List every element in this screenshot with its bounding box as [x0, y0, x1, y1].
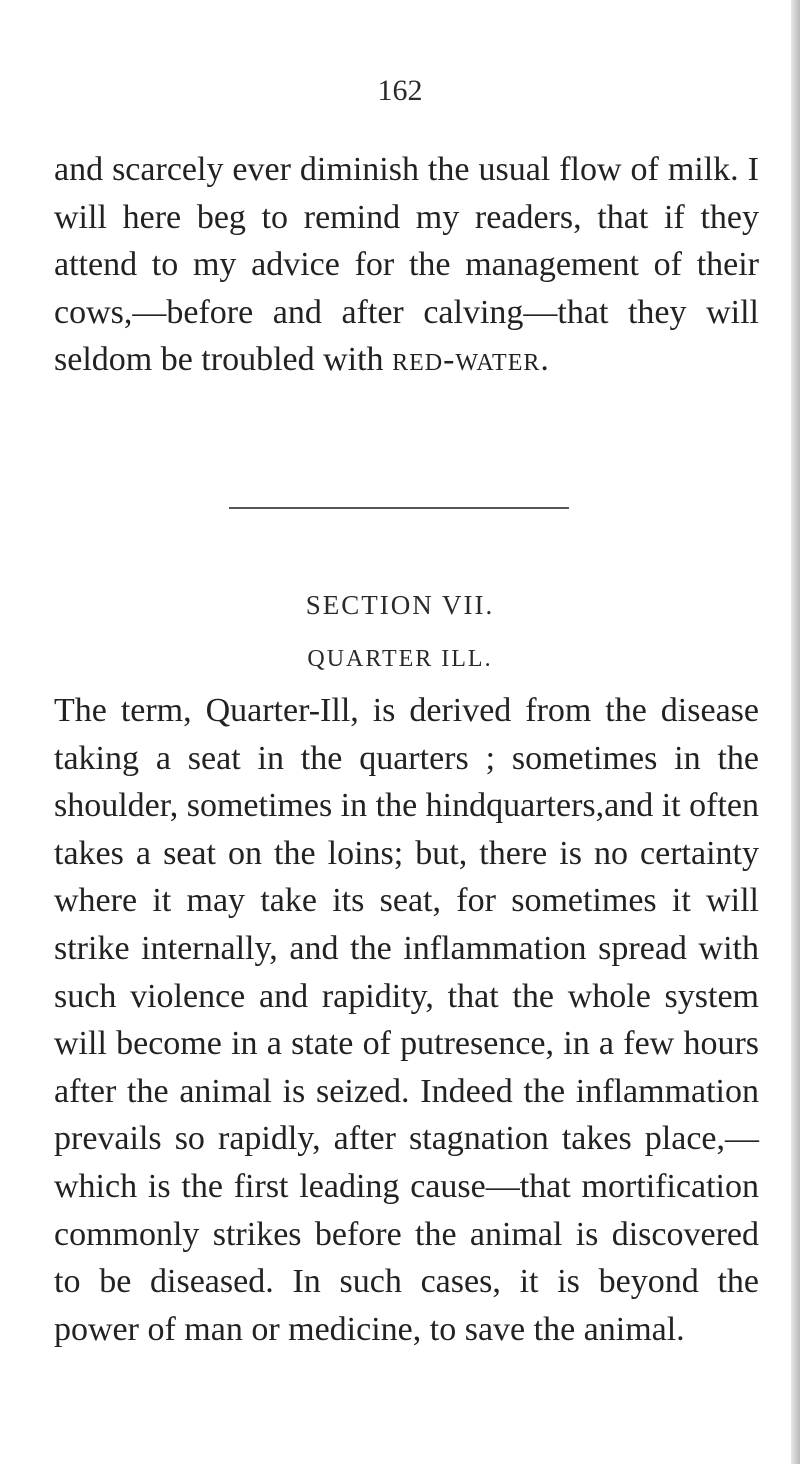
- section-heading: SECTION VII.: [305, 590, 495, 620]
- section-divider-rule: [229, 507, 569, 509]
- continued-paragraph-text: and scarcely ever diminish the usual flow of milk. I will here beg to remind my readers, that if they attend to my advice for the management of their cows,—before and after calving—that they will seldom be troubled with: [54, 151, 759, 379]
- section-body-paragraph: The term, Quarter-Ill, is derived from the disease taking a seat in the quarters ; sometimes in the shoulder, sometimes in the hindquarters,and it often takes a seat on the loins; but, there is no certainty where it may take its seat, for sometimes it will strike internally, and the inflammation spread with such violence and rapidity, that the whole system will become in a state of putresence, in a few hours after the animal is seized. Indeed the inflammation prevails so rapidly, after stagnation takes place,—which is the first leading cause—that mortification commonly strikes before the animal is discovered to be diseased. In such cases, it is beyond the power of man or medicine, to save the animal.: [54, 692, 759, 1348]
- page-edge-shadow: [791, 0, 800, 1464]
- continued-paragraph: [54, 146, 759, 384]
- section-subheading: QUARTER ILL.: [307, 646, 493, 672]
- page-number: 162: [377, 74, 423, 107]
- red-water-term: red-water.: [392, 341, 550, 379]
